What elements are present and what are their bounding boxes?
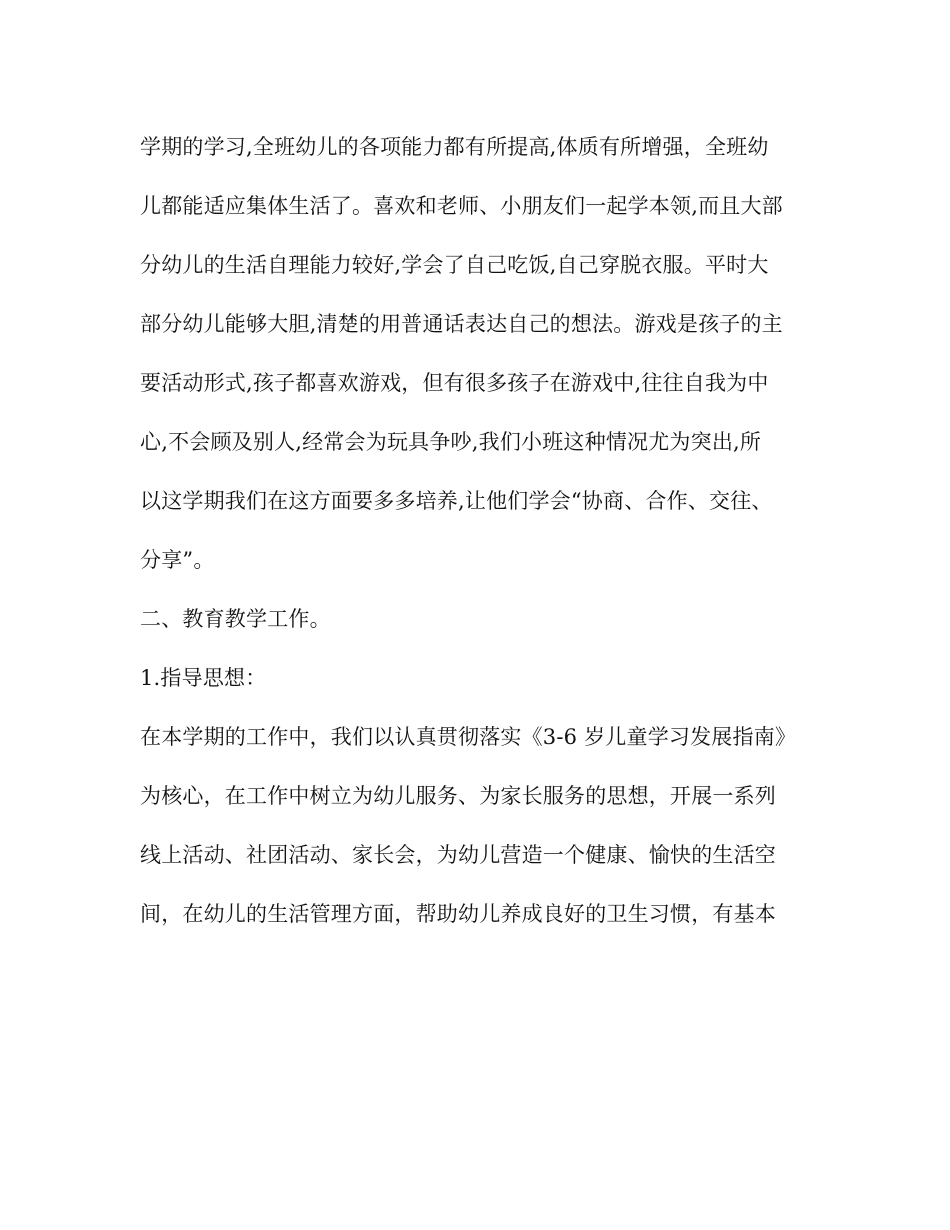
body-line: 以这学期我们在这方面要多多培养,让他们学会“协商、合作、交往、 — [140, 489, 773, 513]
body-line: 分幼儿的生活自理能力较好,学会了自己吃饭,自己穿脱衣服。平时大 — [140, 253, 769, 277]
body-line: 在本学期的工作中，我们以认真贯彻落实《3-6 岁儿童学习发展指南》 — [140, 725, 797, 749]
body-line: 间，在幼儿的生活管理方面，帮助幼儿养成良好的卫生习惯，有基本 — [140, 902, 776, 926]
body-line: 学期的学习,全班幼儿的各项能力都有所提高,体质有所增强，全班幼 — [140, 135, 769, 159]
document-body — [140, 118, 820, 944]
section-heading: 二、教育教学工作。 — [140, 607, 331, 631]
body-line: 部分幼儿能够大胆,清楚的用普通话表达自己的想法。游戏是孩子的主 — [140, 312, 783, 336]
body-line: 心,不会顾及别人,经常会为玩具争吵,我们小班这种情况尤为突出,所 — [140, 430, 762, 454]
body-line: 线上活动、社团活动、家长会，为幼儿营造一个健康、愉快的生活空 — [140, 843, 776, 867]
body-line: 分享”。 — [140, 548, 215, 572]
body-line: 要活动形式,孩子都喜欢游戏，但有很多孩子在游戏中,往往自我为中 — [140, 371, 769, 395]
body-line: 儿都能适应集体生活了。喜欢和老师、小朋友们一起学本领,而且大部 — [140, 194, 783, 218]
body-line: 为核心，在工作中树立为幼儿服务、为家长服务的思想，开展一系列 — [140, 784, 776, 808]
subsection-heading: 1.指导思想： — [140, 666, 267, 690]
